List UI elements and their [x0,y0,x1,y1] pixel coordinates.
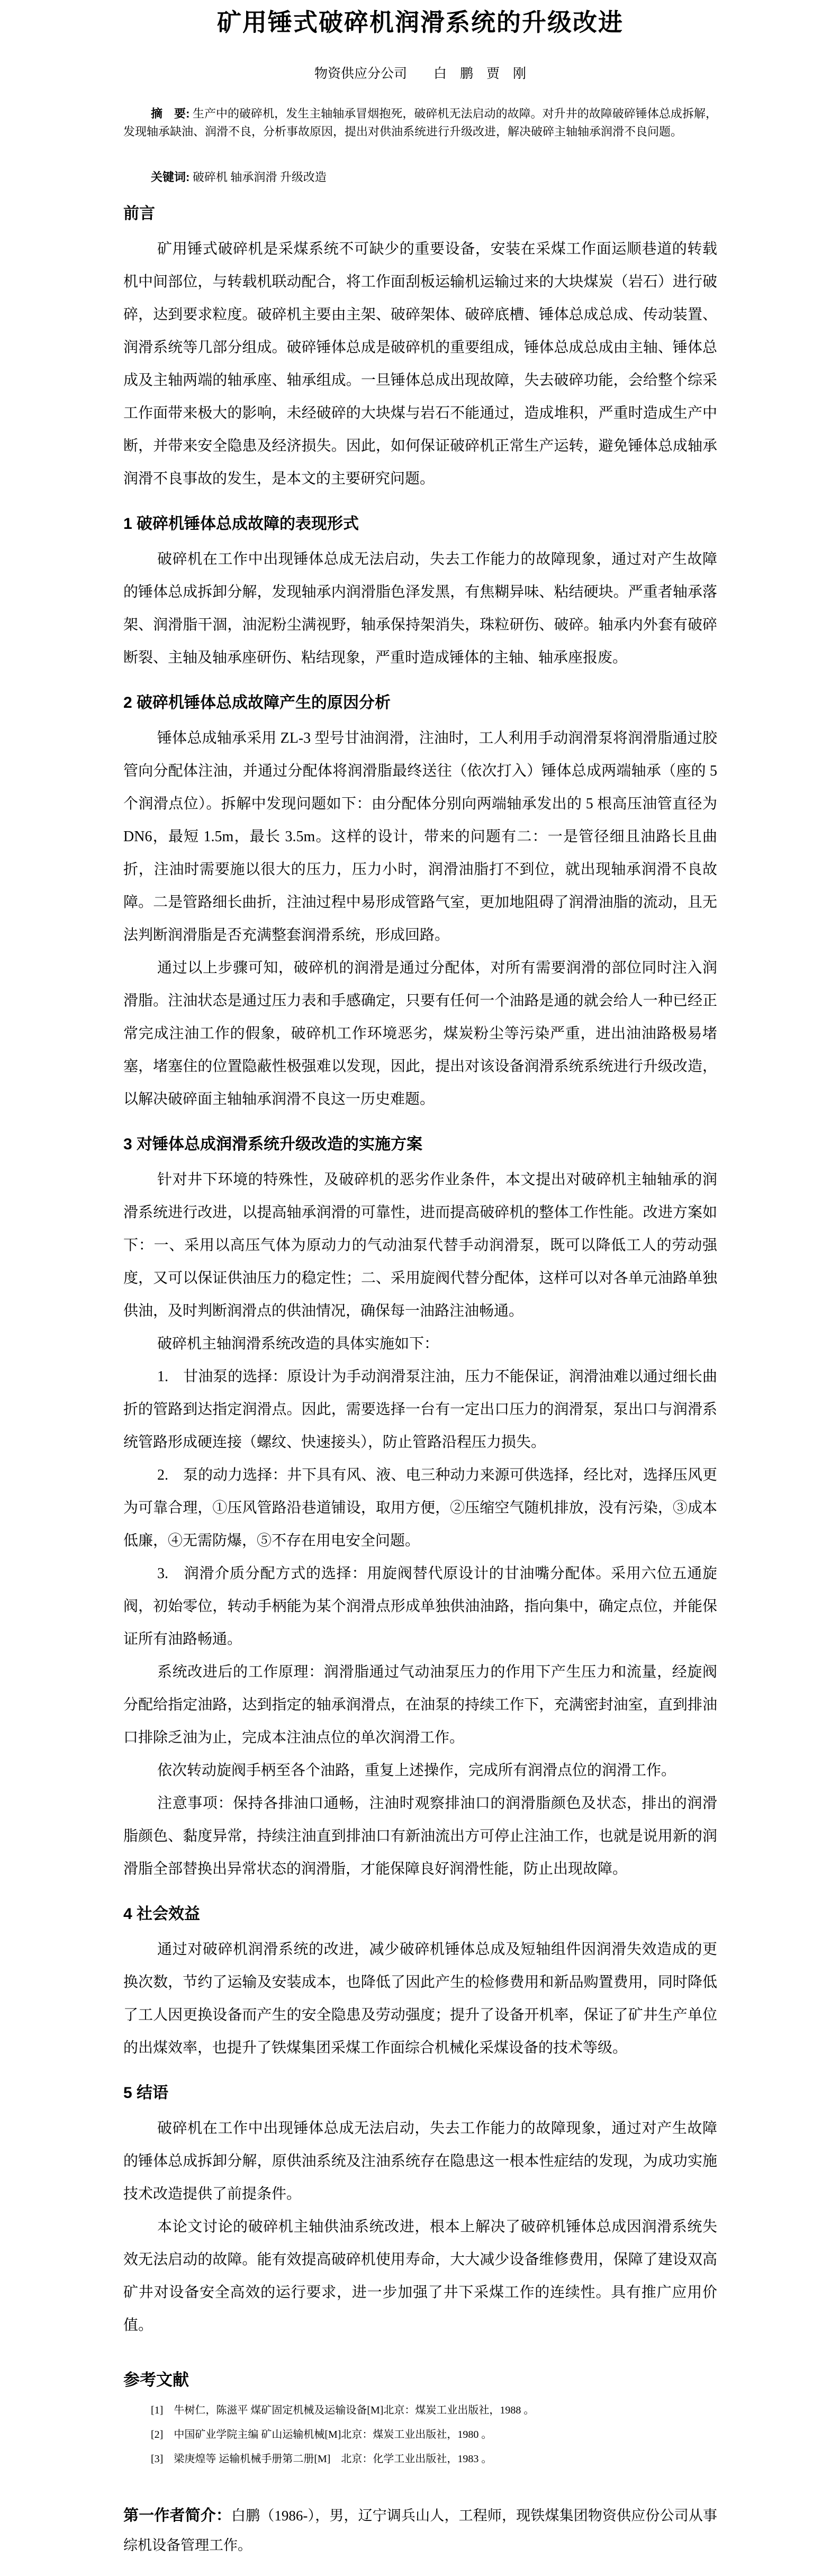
abstract-paragraph [123,105,717,141]
paragraph-s3-1: 针对井下环境的特殊性，及破碎机的恶劣作业条件，本文提出对破碎机主轴轴承的润滑系统进行改进，以提高轴承润滑的可靠性，进而提高破碎机的整体工作性能。改进方案如下：一、采用以高压气体为原动力的气动油泵代替手动润滑泵，既可以降低工人的劳动强度，又可以保证供油压力的稳定性；二、采用旋阀代替分配体，这样可以对各单元油路单独供油，及时判断润滑点的供油情况，确保每一油路注油畅通。 [123,1172,717,1319]
paragraph-s5-1: 破碎机在工作中出现锤体总成无法启动，失去工作能力的故障现象，通过对产生故障的锤体总成拆卸分解，原供油系统及注油系统存在隐患这一根本性症结的发现，为成功实施技术改造提供了前提条件。 [123,2120,717,2202]
section-heading-preface: 前言 [123,205,155,222]
keywords-label: 关键词: [151,170,190,184]
keywords-line [123,169,717,185]
section-heading-4: 4 社会效益 [123,1905,201,1923]
paragraph-s2-2: 通过以上步骤可知，破碎机的润滑是通过分配体，对所有需要润滑的部位同时注入润滑脂。注油状态是通过压力表和手感确定，只要有任何一个油路是通的就会给人一种已经正常完成注油工作的假象，破碎机工作环境恶劣，煤炭粉尘等污染严重，进出油油路极易堵塞，堵塞住的位置隐蔽性极强难以发现，因此，提出对该设备润滑系统系统进行升级改造，以解决破碎面主轴轴承润滑不良这一历史难题。 [123,960,717,1107]
author-bio-text: 白鹏（1986-），男，辽宁调兵山人，工程师，现铁煤集团物资供应份公司从事综机设备管理工作。 [123,2508,717,2553]
paragraph-preface: 矿用锤式破碎机是采煤系统不可缺少的重要设备，安装在采煤工作面运顺巷道的转载机中间部位，与转载机联动配合，将工作面刮板运输机运输过来的大块煤炭（岩石）进行破碎，达到要求粒度。破碎机主要由主架、破碎架体、破碎底槽、锤体总成总成、传动装置、润滑系统等几部分组成。破碎锤体总成是破碎机的重要组成，锤体总成总成由主轴、锤体总成及主轴两端的轴承座、轴承组成。一旦锤体总成出现故障，失去破碎功能，会给整个综采工作面带来极大的影响，未经破碎的大块煤与岩石不能通过，造成堆积，严重时造成生产中断，并带来安全隐患及经济损失。因此，如何保证破碎机正常生产运转，避免锤体总成轴承润滑不良事故的发生，是本文的主要研究问题。 [123,241,717,487]
references-heading: 参考文献 [123,2371,189,2389]
authors-line: 物资供应分公司 白 鹏 贾 刚 [314,67,526,81]
reference-item-2: [2] 中国矿业学院主编 矿山运输机械[M]北京：煤炭工业出版社，1980 。 [151,2429,492,2440]
paragraph-s3-2: 破碎机主轴润滑系统改造的具体实施如下： [157,1336,439,1352]
list-item-1: 1. 甘油泵的选择：原设计为手动润滑泵注油，压力不能保证，润滑油难以通过细长曲折的管路到达指定润滑点。因此，需要选择一台有一定出口压力的润滑泵，泵出口与润滑系统管路形成硬连接（螺纹、快速接头），防止管路沿程压力损失。 [123,1368,717,1451]
document-title: 矿用锤式破碎机润滑系统的升级改进 [217,9,624,36]
paragraph-s2-1: 锤体总成轴承采用 ZL-3 型号甘油润滑，注油时，工人利用手动润滑泵将润滑脂通过胶管向分配体注油，并通过分配体将润滑脂最终送往（依次打入）锤体总成两端轴承（座的 5 个润滑点位）。拆解中发现问题如下：由分配体分别向两端轴承发出的 5 根高压油管直径为 DN6，最短 1.5m，最长 3.5m。这样的设计，带来的问题有二：一是管径细且油路长且曲折，注油时需要施以很大的压力，压力小时，润滑油脂打不到位，就出现轴承润滑不良故障。二是管路细长曲折，注油过程中易形成管路气室，更加地阻碍了润滑油脂的流动，且无法判断润滑脂是否充满整套润滑系统，形成回路。 [123,730,717,943]
paragraph-s3-4: 依次转动旋阀手柄至各个油路，重复上述操作，完成所有润滑点位的润滑工作。 [157,1762,676,1779]
paragraph-s1-1: 破碎机在工作中出现锤体总成无法启动，失去工作能力的故障现象，通过对产生故障的锤体总成拆卸分解，发现轴承内润滑脂色泽发黑，有焦糊异味、粘结硬块。严重者轴承落架、润滑脂干涸，油泥粉尘满视野，轴承保持架消失，珠粒研伤、破碎。轴承内外套有破碎断裂、主轴及轴承座研伤、粘结现象，严重时造成锤体的主轴、轴承座报废。 [123,551,717,666]
reference-item-3: [3] 梁庚煌等 运输机械手册第二册[M] 北京：化学工业出版社，1983 。 [151,2453,492,2465]
section-heading-2: 2 破碎机锤体总成故障产生的原因分析 [123,694,391,711]
list-item-2: 2. 泵的动力选择：井下具有风、液、电三种动力来源可供选择，经比对，选择压风更为可靠合理，①压风管路沿巷道铺设，取用方便，②压缩空气随机排放，没有污染，③成本低廉，④无需防爆，⑤不存在用电安全问题。 [123,1467,717,1549]
author-bio [123,2501,717,2560]
paragraph-s5-2: 本论文讨论的破碎机主轴供油系统改进，根本上解决了破碎机锤体总成因润滑系统失效无法启动的故障。能有效提高破碎机使用寿命，大大减少设备维修费用，保障了建设双高矿井对设备安全高效的运行要求，进一步加强了井下采煤工作的连续性。具有推广应用价值。 [123,2219,717,2334]
reference-item-1: [1] 牛树仁，陈滋平 煤矿固定机械及运输设备[M]北京：煤炭工业出版社，1988 。 [151,2404,535,2416]
author-bio-label: 第一作者简介： [123,2507,231,2524]
keywords-text: 破碎机 轴承润滑 升级改造 [192,170,327,184]
abstract-text: 生产中的破碎机，发生主轴轴承冒烟抱死，破碎机无法启动的故障。对升井的故障破碎锤体总成拆解，发现轴承缺油、润滑不良，分析事故原因，提出对供油系统进行升级改进，解决破碎主轴轴承润滑不良问题。 [123,107,718,138]
abstract-label: 摘 要: [151,107,190,120]
section-heading-3: 3 对锤体总成润滑系统升级改造的实施方案 [123,1136,423,1153]
list-item-3: 3. 润滑介质分配方式的选择：用旋阀替代原设计的甘油嘴分配体。采用六位五通旋阀，初始零位，转动手柄能为某个润滑点形成单独供油油路，指向集中，确定点位，并能保证所有油路畅通。 [123,1565,717,1647]
section-heading-5: 5 结语 [123,2084,169,2102]
section-heading-1: 1 破碎机锤体总成故障的表现形式 [123,515,359,533]
paragraph-s3-3: 系统改进后的工作原理：润滑脂通过气动油泵压力的作用下产生压力和流量，经旋阀分配给指定油路，达到指定的轴承润滑点，在油泵的持续工作下，充满密封油室，直到排油口排除乏油为止，完成本注油点位的单次润滑工作。 [123,1664,717,1746]
paragraph-s3-5: 注意事项：保持各排油口通畅，注油时观察排油口的润滑脂颜色及状态，排出的润滑脂颜色、黏度异常，持续注油直到排油口有新油流出方可停止注油工作，也就是说用新的润滑脂全部替换出异常状态的润滑脂，才能保障良好润滑性能，防止出现故障。 [123,1795,717,1877]
paragraph-s4-1: 通过对破碎机润滑系统的改进，减少破碎机锤体总成及短轴组件因润滑失效造成的更换次数，节约了运输及安装成本，也降低了因此产生的检修费用和新品购置费用，同时降低了工人因更换设备而产生的安全隐患及劳动强度；提升了设备开机率，保证了矿井生产单位的出煤效率，也提升了铁煤集团采煤工作面综合机械化采煤设备的技术等级。 [123,1941,717,2056]
